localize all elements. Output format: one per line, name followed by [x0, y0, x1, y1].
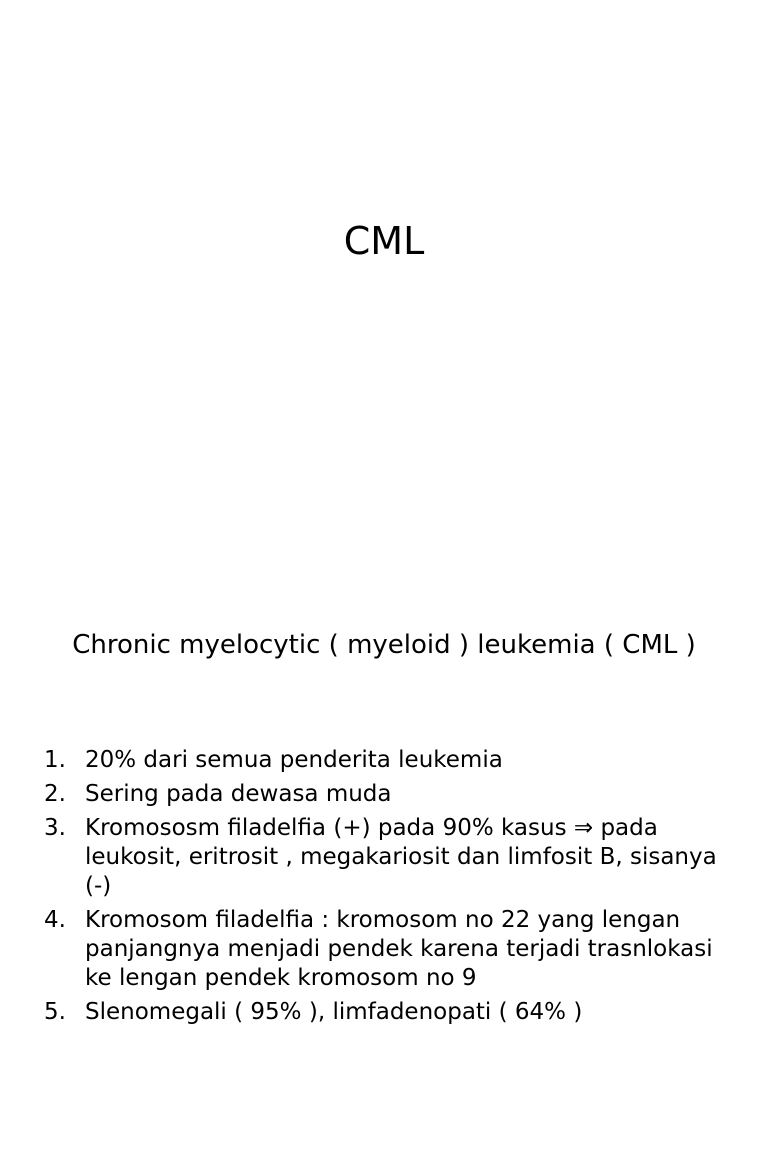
- list-item: [44, 780, 744, 809]
- list-item: [44, 746, 744, 775]
- list-item-text: Kromosom filadelfia : kromosom no 22 yang lengan panjangnya menjadi pendek karena terjadi trasnlokasi ke lengan pendek kromosom no 9: [85, 907, 713, 991]
- list-item-number: 4.: [44, 907, 66, 933]
- list-item: [44, 998, 744, 1027]
- list-item-number: 1.: [44, 747, 66, 773]
- slide-heading: Chronic myelocytic ( myeloid ) leukemia ( CML ): [72, 630, 696, 660]
- numbered-list: [44, 746, 744, 1032]
- list-item: [44, 906, 744, 993]
- list-item-text: 20% dari semua penderita leukemia: [85, 747, 503, 773]
- list-item-text: Sering pada dewasa muda: [85, 781, 392, 807]
- list-item: [44, 814, 744, 901]
- list-item-number: 3.: [44, 815, 66, 841]
- list-item-text: Kromososm filadelfia (+) pada 90% kasus ⇒ pada leukosit, eritrosit , megakariosit dan limfosit B, sisanya (-): [85, 815, 717, 899]
- slide-title: CML: [343, 219, 425, 263]
- list-item-text: Slenomegali ( 95% ), limfadenopati ( 64% ): [85, 999, 583, 1025]
- slide-2: [0, 576, 768, 1152]
- list-item-number: 5.: [44, 999, 66, 1025]
- list-item-number: 2.: [44, 781, 66, 807]
